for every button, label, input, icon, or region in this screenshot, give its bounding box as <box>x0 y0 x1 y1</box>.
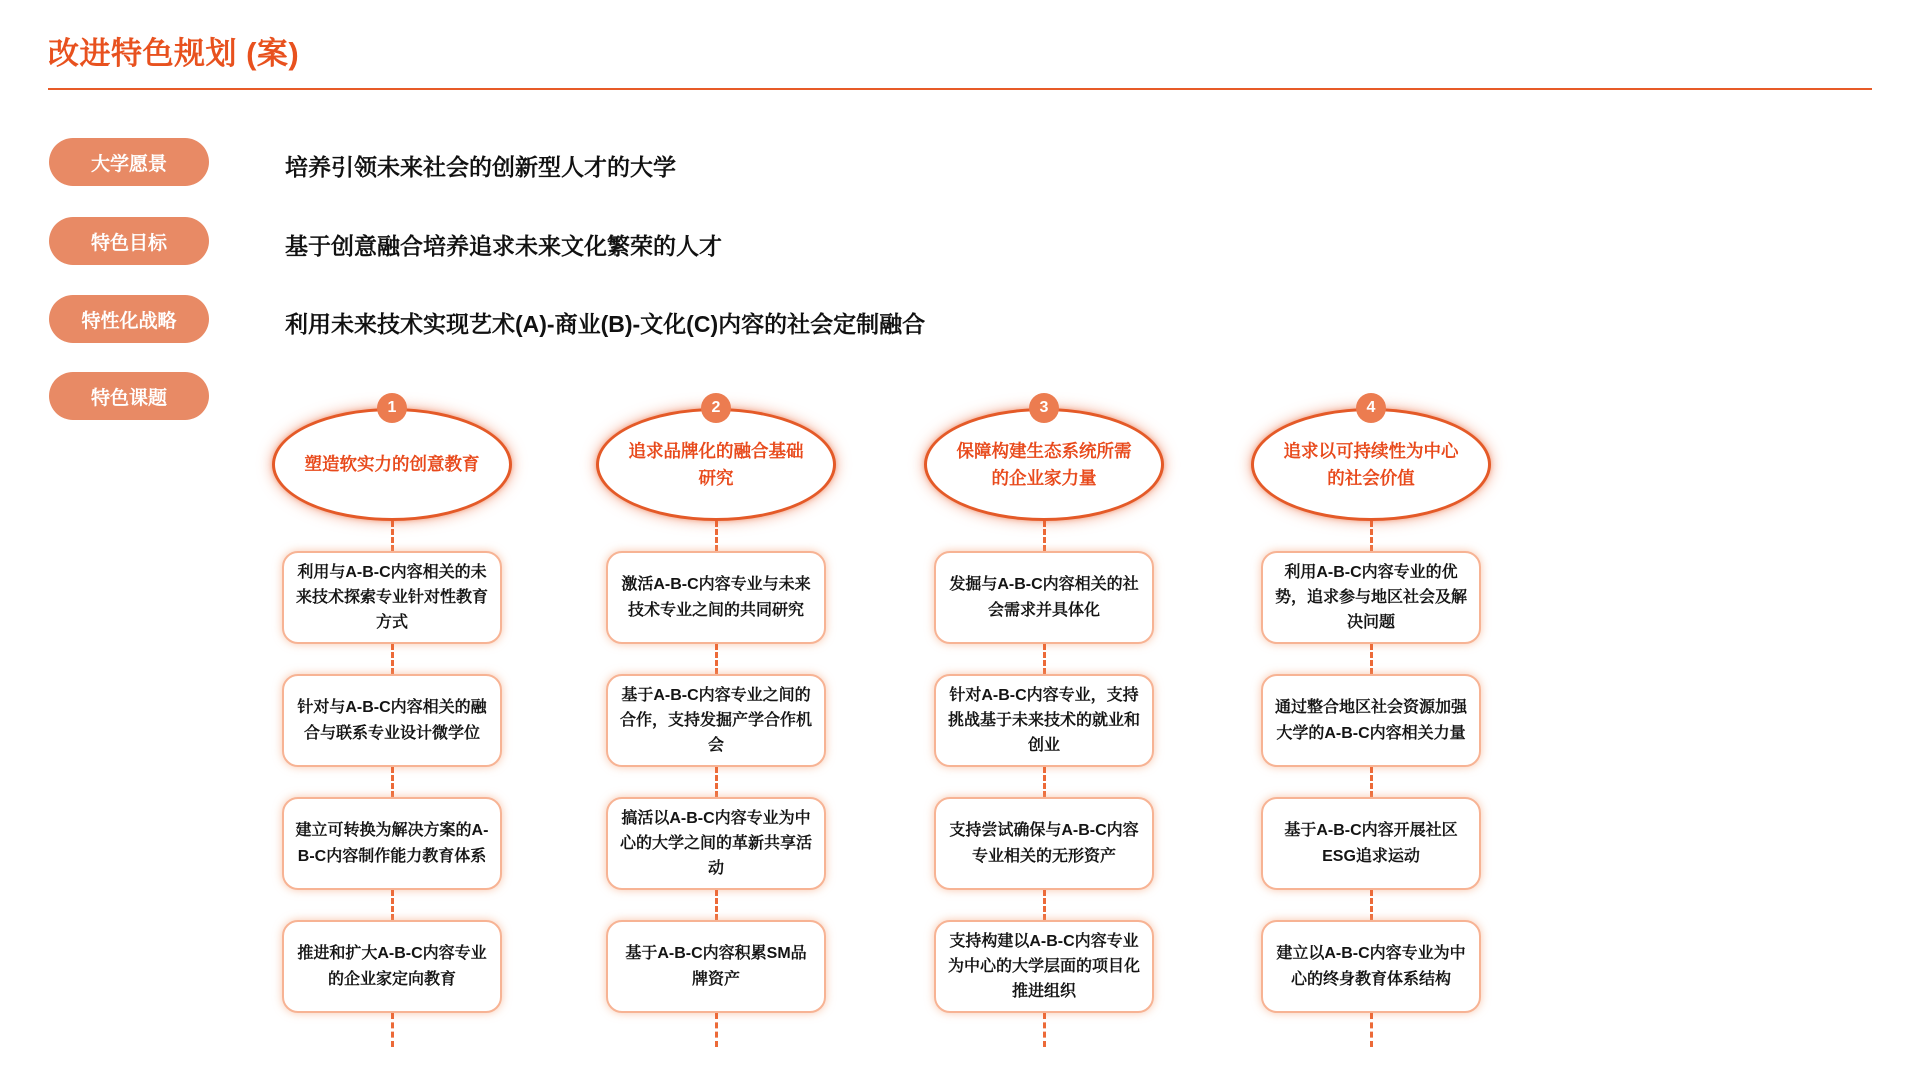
task-box: 搞活以A-B-C内容专业为中心的大学之间的革新共享活动 <box>606 797 826 890</box>
topic-oval <box>1251 408 1491 521</box>
task-box: 利用A-B-C内容专业的优势，追求参与地区社会及解决问题 <box>1261 551 1481 644</box>
task-box: 推进和扩大A-B-C内容专业的企业家定向教育 <box>282 920 502 1013</box>
pill-university-vision: 大学愿景 <box>49 138 209 186</box>
task-box: 针对与A-B-C内容相关的融合与联系专业设计微学位 <box>282 674 502 767</box>
topic-oval <box>272 408 512 521</box>
dashed-connector <box>391 890 394 920</box>
topic-oval-wrap <box>272 399 512 521</box>
statement-specialization-strategy: 利用未来技术实现艺术(A)-商业(B)-文化(C)内容的社会定制融合 <box>285 311 926 337</box>
statement-university-vision: 培养引领未来社会的创新型人才的大学 <box>285 154 676 180</box>
dashed-connector <box>1370 644 1373 674</box>
topic-oval-wrap <box>596 399 836 521</box>
pill-feature-goal: 特色目标 <box>49 217 209 265</box>
dashed-connector <box>391 1013 394 1047</box>
topic-number-badge: 4 <box>1356 393 1386 423</box>
topic-oval <box>924 408 1164 521</box>
task-box: 利用与A-B-C内容相关的未来技术探索专业针对性教育方式 <box>282 551 502 644</box>
topic-number-badge: 1 <box>377 393 407 423</box>
topic-column-2 <box>596 399 836 1047</box>
task-box: 基于A-B-C内容专业之间的合作，支持发掘产学合作机会 <box>606 674 826 767</box>
task-box: 支持尝试确保与A-B-C内容专业相关的无形资产 <box>934 797 1154 890</box>
task-box: 针对A-B-C内容专业，支持挑战基于未来技术的就业和创业 <box>934 674 1154 767</box>
task-box: 基于A-B-C内容开展社区ESG追求运动 <box>1261 797 1481 890</box>
pill-specialization-strategy: 特性化战略 <box>49 295 209 343</box>
topic-oval-wrap <box>924 399 1164 521</box>
dashed-connector <box>1043 644 1046 674</box>
dashed-connector <box>715 521 718 551</box>
task-box: 激活A-B-C内容专业与未来技术专业之间的共同研究 <box>606 551 826 644</box>
dashed-connector <box>391 644 394 674</box>
topic-column-1 <box>272 399 512 1047</box>
dashed-connector <box>715 890 718 920</box>
topic-title: 保障构建生态系统所需的企业家力量 <box>956 441 1132 488</box>
topic-title: 追求品牌化的融合基础研究 <box>628 441 804 488</box>
dashed-connector <box>1043 890 1046 920</box>
dashed-connector <box>715 1013 718 1047</box>
topic-title: 塑造软实力的创意教育 <box>304 454 480 475</box>
page-title: 改进特色规划 (案) <box>48 36 300 71</box>
task-box: 建立以A-B-C内容专业为中心的终身教育体系结构 <box>1261 920 1481 1013</box>
dashed-connector <box>391 767 394 797</box>
dashed-connector <box>1370 1013 1373 1047</box>
dashed-connector <box>1370 521 1373 551</box>
task-box: 基于A-B-C内容积累SM品牌资产 <box>606 920 826 1013</box>
topic-oval <box>596 408 836 521</box>
dashed-connector <box>1043 521 1046 551</box>
topic-column-3 <box>924 399 1164 1047</box>
task-box: 建立可转换为解决方案的A-B-C内容制作能力教育体系 <box>282 797 502 890</box>
topic-number-badge: 2 <box>701 393 731 423</box>
dashed-connector <box>1370 890 1373 920</box>
topic-number-badge: 3 <box>1029 393 1059 423</box>
dashed-connector <box>1043 1013 1046 1047</box>
dashed-connector <box>1043 767 1046 797</box>
task-box: 支持构建以A-B-C内容专业为中心的大学层面的项目化推进组织 <box>934 920 1154 1013</box>
pill-feature-topics: 特色课题 <box>49 372 209 420</box>
dashed-connector <box>715 644 718 674</box>
task-box: 发掘与A-B-C内容相关的社会需求并具体化 <box>934 551 1154 644</box>
topic-oval-wrap <box>1251 399 1491 521</box>
title-divider <box>48 88 1872 90</box>
statement-feature-goal: 基于创意融合培养追求未来文化繁荣的人才 <box>285 233 722 259</box>
topic-title: 追求以可持续性为中心的社会价值 <box>1283 441 1459 488</box>
task-box: 通过整合地区社会资源加强大学的A-B-C内容相关力量 <box>1261 674 1481 767</box>
topic-column-4 <box>1251 399 1491 1047</box>
dashed-connector <box>1370 767 1373 797</box>
dashed-connector <box>715 767 718 797</box>
dashed-connector <box>391 521 394 551</box>
